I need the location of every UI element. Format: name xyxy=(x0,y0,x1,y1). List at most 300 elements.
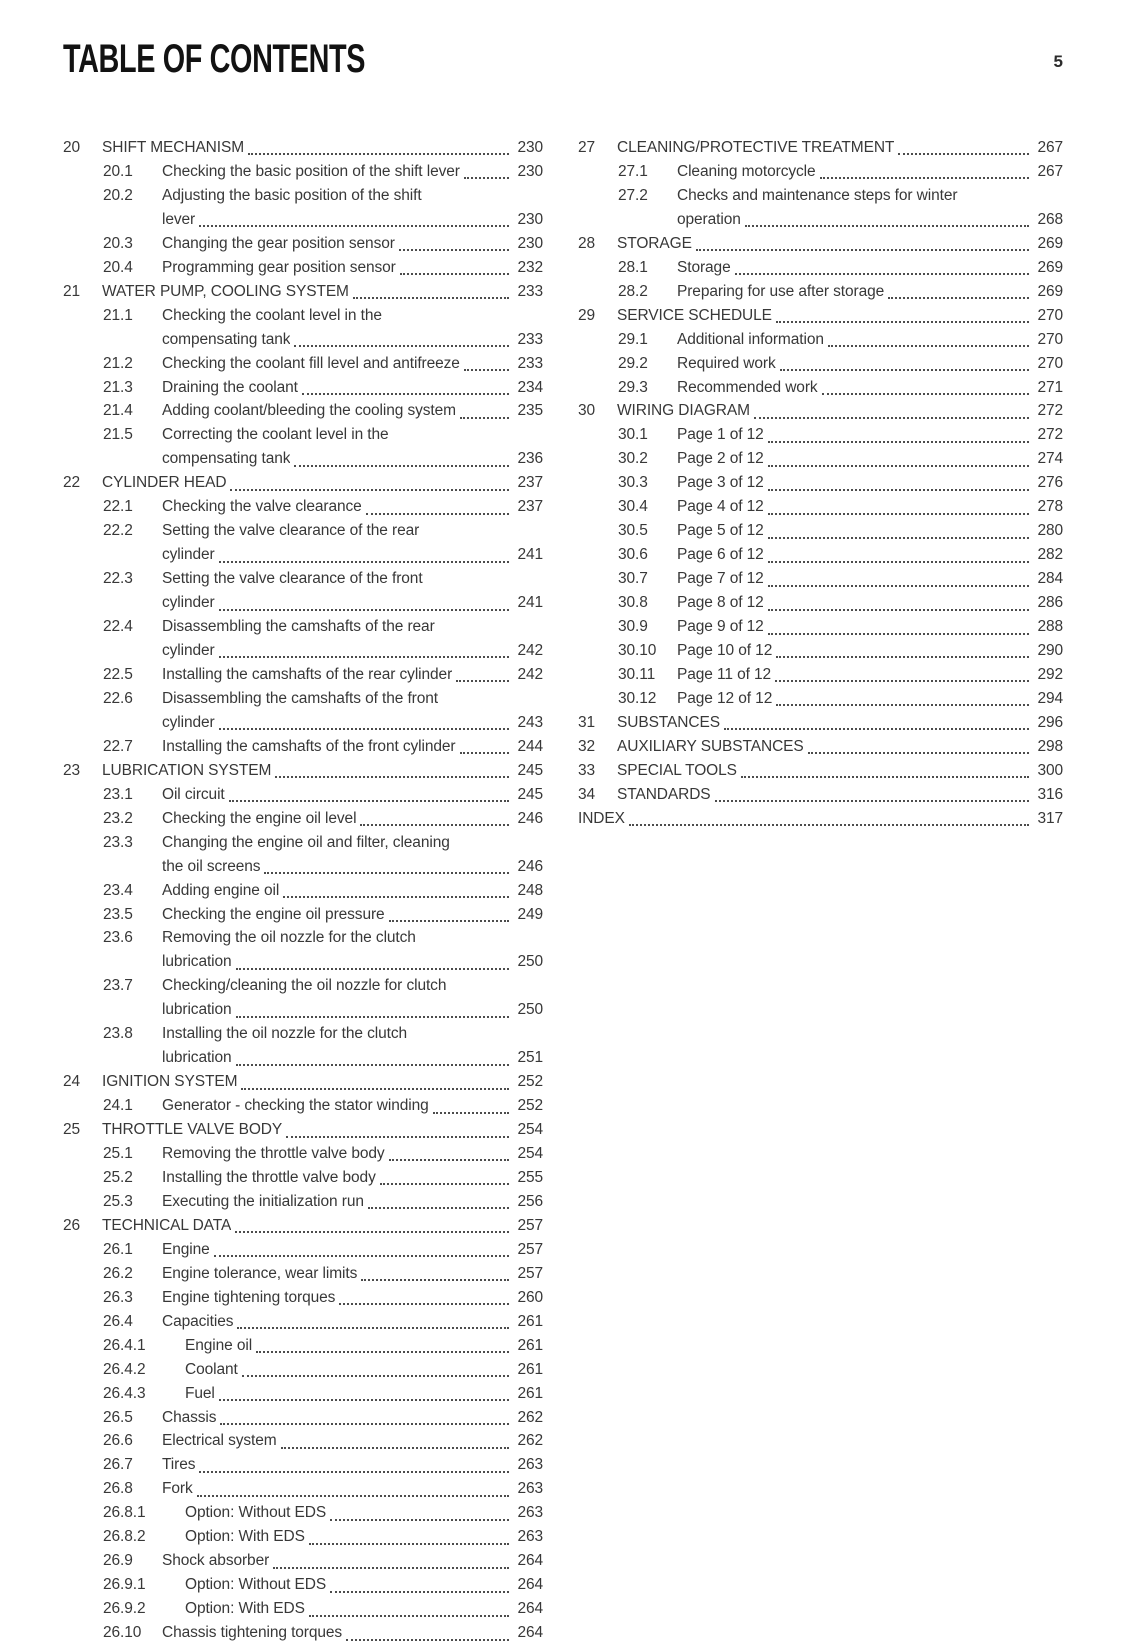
toc-entry-title: Page 7 of 12 xyxy=(677,570,764,588)
toc-entry-title: lever xyxy=(162,210,196,228)
dot-leader xyxy=(400,273,509,275)
toc-entry xyxy=(578,543,1063,567)
toc-entry-title: SPECIAL TOOLS xyxy=(617,761,737,779)
toc-entry-title: Installing the camshafts of the rear cylinder xyxy=(162,665,453,683)
dot-leader xyxy=(241,1088,509,1090)
toc-entry-lastline xyxy=(677,376,1063,400)
toc-entry-page: 274 xyxy=(1037,450,1063,468)
dot-leader xyxy=(366,513,509,515)
toc-entry-content xyxy=(617,759,1063,783)
toc-entry-content xyxy=(162,879,543,903)
toc-entry-lastline xyxy=(102,1214,543,1238)
toc-entry-lastline xyxy=(617,759,1063,783)
toc-entry-number: 30.4 xyxy=(618,498,648,516)
toc-entry-lastline xyxy=(677,423,1063,447)
toc-entry xyxy=(578,280,1063,304)
toc-entry-lastline xyxy=(617,735,1063,759)
toc-entry-lastline xyxy=(677,280,1063,304)
toc-entry-content xyxy=(677,567,1063,591)
toc-entry-page: 237 xyxy=(517,498,543,516)
toc-entry-number: 22.6 xyxy=(103,689,133,707)
toc-entry-content xyxy=(162,1477,543,1501)
toc-entry-lastline xyxy=(162,711,543,735)
toc-entry-page: 250 xyxy=(517,1001,543,1019)
toc-entry-title: Engine tolerance, wear limits xyxy=(162,1264,358,1282)
toc-entry-lastline xyxy=(185,1334,543,1358)
toc-entry-lastline xyxy=(162,639,543,663)
toc-entry-lastline xyxy=(677,328,1063,352)
toc-entry-number: 20 xyxy=(63,139,81,156)
toc-entry-content xyxy=(162,399,543,423)
toc-entry-title: Electrical system xyxy=(162,1432,277,1450)
toc-entry-title: Option: With EDS xyxy=(185,1528,305,1546)
toc-entry-content xyxy=(102,1070,543,1094)
dot-leader xyxy=(741,776,1029,778)
toc-entry-title: Recommended work xyxy=(677,378,818,396)
dot-leader xyxy=(768,609,1029,611)
dot-leader xyxy=(360,824,509,826)
toc-entry-lastline xyxy=(578,807,1063,831)
toc-entry-page: 241 xyxy=(517,594,543,612)
toc-entry-content xyxy=(162,352,543,376)
toc-entry-title: Executing the initialization run xyxy=(162,1192,364,1210)
toc-entry-content xyxy=(617,783,1063,807)
toc-entry-page: 270 xyxy=(1037,354,1063,372)
toc-entry-page: 261 xyxy=(517,1384,543,1402)
toc-entry-page: 252 xyxy=(517,1097,543,1115)
toc-entry-content xyxy=(677,423,1063,447)
dot-leader xyxy=(281,1447,509,1449)
toc-entry-page: 269 xyxy=(1037,234,1063,252)
page-title: TABLE OF CONTENTS xyxy=(63,37,366,81)
toc-entry xyxy=(578,352,1063,376)
toc-entry-lastline xyxy=(617,711,1063,735)
toc-entry-content xyxy=(102,471,543,495)
toc-entry-page: 242 xyxy=(517,642,543,660)
toc-entry-content xyxy=(677,471,1063,495)
toc-entry-number: 21.4 xyxy=(103,402,133,420)
toc-entry-page: 268 xyxy=(1037,210,1063,228)
toc-entry xyxy=(63,926,543,974)
toc-entry xyxy=(578,567,1063,591)
dot-leader xyxy=(248,153,509,155)
toc-entry-number: 27 xyxy=(578,139,596,156)
toc-entry xyxy=(63,567,543,615)
toc-entry-title: Page 4 of 12 xyxy=(677,498,764,516)
toc-entry-number: 30.5 xyxy=(618,522,648,540)
dot-leader xyxy=(339,1303,509,1305)
toc-entry xyxy=(578,639,1063,663)
toc-entry-title: Engine xyxy=(162,1240,210,1258)
toc-entry-number: 26.10 xyxy=(103,1624,142,1642)
dot-leader xyxy=(460,417,509,419)
toc-entry-number: 26.8.2 xyxy=(103,1528,146,1546)
toc-entry xyxy=(63,1406,543,1430)
toc-entry xyxy=(63,376,543,400)
toc-entry-content xyxy=(162,735,543,759)
toc-entry-content xyxy=(677,280,1063,304)
toc-entry-lastline xyxy=(677,447,1063,471)
toc-entry-title: Page 10 of 12 xyxy=(677,642,773,660)
toc-entry-content xyxy=(677,328,1063,352)
toc-entry xyxy=(578,471,1063,495)
toc-entry-page: 290 xyxy=(1037,642,1063,660)
toc-entry-number: 28 xyxy=(578,234,596,252)
toc-entry-content xyxy=(677,615,1063,639)
toc-entry-title: SERVICE SCHEDULE xyxy=(617,306,772,324)
toc-entry-lastline xyxy=(185,1525,543,1549)
dot-leader xyxy=(256,1351,509,1353)
toc-entry xyxy=(578,711,1063,735)
toc-entry-number: 26.3 xyxy=(103,1288,133,1306)
toc-entry-title: Fuel xyxy=(185,1384,215,1402)
toc-entry-title-line: Setting the valve clearance of the rear xyxy=(162,522,420,540)
toc-entry-number: 31 xyxy=(578,713,596,731)
dot-leader xyxy=(888,297,1029,299)
toc-entry-content xyxy=(162,1190,543,1214)
toc-entry-content xyxy=(677,256,1063,280)
toc-entry-number: 29.3 xyxy=(618,378,648,396)
toc-entry-content xyxy=(677,160,1063,184)
toc-entry-page: 288 xyxy=(1037,618,1063,636)
toc-entry xyxy=(63,1070,543,1094)
toc-entry-lastline xyxy=(677,495,1063,519)
toc-entry xyxy=(63,1573,543,1597)
toc-entry-lastline xyxy=(185,1573,543,1597)
toc-entry-content xyxy=(102,280,543,304)
toc-entry-page: 255 xyxy=(517,1168,543,1186)
toc-entry-title-line: Checks and maintenance steps for winter xyxy=(677,186,958,204)
toc-entry-title: cylinder xyxy=(162,642,215,660)
toc-entry-content xyxy=(185,1525,543,1549)
toc-entry-title: Storage xyxy=(677,258,731,276)
toc-entry-content xyxy=(162,1621,543,1645)
toc-entry xyxy=(63,1501,543,1525)
toc-entry-content xyxy=(185,1382,543,1406)
toc-entry xyxy=(63,783,543,807)
toc-entry xyxy=(578,328,1063,352)
dot-leader xyxy=(199,1471,509,1473)
toc-entry-lastline xyxy=(162,807,543,831)
toc-entry-title: WATER PUMP, COOLING SYSTEM xyxy=(102,282,349,300)
toc-entry-content xyxy=(162,1286,543,1310)
toc-entry-title-line: Correcting the coolant level in the xyxy=(162,426,389,444)
dot-leader xyxy=(346,1639,509,1641)
toc-entry-content xyxy=(185,1334,543,1358)
toc-entry xyxy=(578,591,1063,615)
toc-entry-number: 23.1 xyxy=(103,785,133,803)
toc-entry-lastline xyxy=(162,376,543,400)
toc-entry-content xyxy=(102,136,543,160)
toc-entry-content xyxy=(162,1453,543,1477)
toc-entry-number: 23.3 xyxy=(103,833,133,851)
toc-entry-number: 32 xyxy=(578,737,596,755)
toc-entry-number: 20.1 xyxy=(103,162,133,180)
toc-entry-number: 30.1 xyxy=(618,426,648,444)
toc-entry-page: 257 xyxy=(517,1216,543,1234)
toc-entry-title: lubrication xyxy=(162,1001,232,1019)
toc-entry xyxy=(63,1477,543,1501)
toc-entry-lastline xyxy=(677,543,1063,567)
toc-entry-number: 34 xyxy=(578,785,596,803)
toc-entry-number: 23.6 xyxy=(103,929,133,947)
dot-leader xyxy=(197,1495,509,1497)
toc-entry xyxy=(578,519,1063,543)
toc-entry-number: 26.4.1 xyxy=(103,1336,146,1354)
dot-leader xyxy=(768,561,1029,563)
toc-entry-lastline xyxy=(162,879,543,903)
toc-entry-page: 230 xyxy=(517,234,543,252)
toc-entry-number: 26 xyxy=(63,1216,81,1234)
toc-entry-content xyxy=(677,184,1063,232)
toc-entry-number: 23 xyxy=(63,761,81,779)
toc-entry-content xyxy=(185,1358,543,1382)
toc-entry-number: 26.9 xyxy=(103,1552,133,1570)
toc-entry-title: Programming gear position sensor xyxy=(162,258,396,276)
toc-entry-content xyxy=(102,1214,543,1238)
toc-entry-content xyxy=(677,591,1063,615)
toc-entry xyxy=(63,1286,543,1310)
toc-entry-page: 286 xyxy=(1037,594,1063,612)
dot-leader xyxy=(768,633,1029,635)
toc-entry-lastline xyxy=(102,136,543,160)
toc-entry-page: 237 xyxy=(517,474,543,492)
toc-entry-page: 257 xyxy=(517,1240,543,1258)
toc-entry-lastline xyxy=(677,256,1063,280)
toc-entry-lastline xyxy=(102,1118,543,1142)
toc-entry-title: Capacities xyxy=(162,1312,234,1330)
toc-entry-title-line: Checking/cleaning the oil nozzle for clutch xyxy=(162,977,447,995)
toc-entry-title: Removing the throttle valve body xyxy=(162,1145,385,1163)
toc-entry-content xyxy=(162,926,543,974)
toc-entry-number: 22.1 xyxy=(103,498,133,516)
toc-entry-content xyxy=(617,399,1063,423)
dot-leader xyxy=(433,1112,509,1114)
toc-entry-page: 263 xyxy=(517,1456,543,1474)
toc-entry xyxy=(63,903,543,927)
toc-entry-number: 22.5 xyxy=(103,665,133,683)
toc-entry-number: 27.1 xyxy=(618,162,648,180)
toc-entry-page: 233 xyxy=(517,354,543,372)
toc-entry-lastline xyxy=(162,1238,543,1262)
toc-entry-title: compensating tank xyxy=(162,330,291,348)
toc-entry-number: 26.1 xyxy=(103,1240,133,1258)
toc-entry-content xyxy=(185,1573,543,1597)
toc-entry-page: 264 xyxy=(517,1576,543,1594)
toc-entry-lastline xyxy=(617,232,1063,256)
toc-entry-number: 22.3 xyxy=(103,570,133,588)
dot-leader xyxy=(389,1159,509,1161)
toc-entry-page: 270 xyxy=(1037,306,1063,324)
toc-entry xyxy=(63,471,543,495)
toc-entry-number: 25.3 xyxy=(103,1192,133,1210)
toc-entry xyxy=(578,304,1063,328)
dot-leader xyxy=(219,656,509,658)
toc-entry-lastline xyxy=(677,160,1063,184)
toc-entry-lastline xyxy=(162,232,543,256)
dot-leader xyxy=(754,417,1029,419)
toc-entry xyxy=(578,447,1063,471)
toc-entry-number: 26.6 xyxy=(103,1432,133,1450)
toc-entry-page: 252 xyxy=(517,1073,543,1091)
toc-entry-lastline xyxy=(162,256,543,280)
toc-entry-content xyxy=(162,1094,543,1118)
toc-entry-content xyxy=(185,1597,543,1621)
toc-entry-page: 246 xyxy=(517,857,543,875)
toc-entry-content xyxy=(162,1310,543,1334)
dot-leader xyxy=(275,776,509,778)
dot-leader xyxy=(735,273,1029,275)
toc-entry-content xyxy=(162,1262,543,1286)
toc-entry-number: 29.1 xyxy=(618,330,648,348)
toc-entry-number: 20.2 xyxy=(103,186,133,204)
toc-entry-title: Generator - checking the stator winding xyxy=(162,1097,429,1115)
toc-entry xyxy=(63,663,543,687)
toc-entry-content xyxy=(162,1142,543,1166)
dot-leader xyxy=(768,465,1029,467)
toc-entry-lastline xyxy=(162,1046,543,1070)
dot-leader xyxy=(330,1519,509,1521)
dot-leader xyxy=(309,1543,509,1545)
toc-entry xyxy=(63,1597,543,1621)
toc-entry-number: 25.2 xyxy=(103,1168,133,1186)
toc-entry xyxy=(63,1549,543,1573)
toc-entry-lastline xyxy=(162,208,543,232)
toc-entry-title: Engine oil xyxy=(185,1336,253,1354)
dot-leader xyxy=(219,1399,509,1401)
toc-entry-content xyxy=(162,831,543,879)
dot-leader xyxy=(775,680,1029,682)
dot-leader xyxy=(361,1279,509,1281)
toc-entry xyxy=(578,615,1063,639)
toc-entry-number: 23.4 xyxy=(103,881,133,899)
toc-entry-number: 30 xyxy=(578,402,596,420)
toc-entry xyxy=(63,1166,543,1190)
toc-entry-lastline xyxy=(102,759,543,783)
dot-leader xyxy=(776,704,1029,706)
toc-entry-lastline xyxy=(677,208,1063,232)
toc-entry-number: 29.2 xyxy=(618,354,648,372)
dot-leader xyxy=(808,752,1029,754)
toc-entry xyxy=(63,1310,543,1334)
toc-entry-page: 269 xyxy=(1037,258,1063,276)
toc-entry-page: 264 xyxy=(517,1552,543,1570)
toc-entry-lastline xyxy=(677,519,1063,543)
toc-entry-lastline xyxy=(162,1406,543,1430)
dot-leader xyxy=(264,872,509,874)
toc-entry-page: 261 xyxy=(517,1360,543,1378)
toc-entry-page: 272 xyxy=(1037,402,1063,420)
toc-entry-page: 278 xyxy=(1037,498,1063,516)
toc-entry-title: Checking the coolant fill level and antifreeze xyxy=(162,354,460,372)
dot-leader xyxy=(283,896,509,898)
toc-entry-lastline xyxy=(677,591,1063,615)
toc-entry-lastline xyxy=(185,1382,543,1406)
toc-entry-number: 30.9 xyxy=(618,618,648,636)
dot-leader xyxy=(286,1136,509,1138)
toc-entry xyxy=(578,136,1063,160)
toc-entry xyxy=(63,519,543,567)
toc-entry-page: 241 xyxy=(517,546,543,564)
toc-entry xyxy=(63,304,543,352)
toc-entry-title: lubrication xyxy=(162,953,232,971)
dot-leader xyxy=(745,225,1029,227)
toc-entry-number: 23.8 xyxy=(103,1025,133,1043)
toc-entry xyxy=(578,735,1063,759)
dot-leader xyxy=(389,920,509,922)
toc-entry-lastline xyxy=(677,663,1063,687)
toc-entry-title: Chassis tightening torques xyxy=(162,1624,343,1642)
toc-entry-number: 23.2 xyxy=(103,809,133,827)
toc-left-column xyxy=(63,136,543,1645)
dot-leader xyxy=(768,513,1029,515)
toc-entry-title: Option: Without EDS xyxy=(185,1576,327,1594)
toc-entry-title: Shock absorber xyxy=(162,1552,270,1570)
toc-entry xyxy=(63,1214,543,1238)
dot-leader xyxy=(214,1255,509,1257)
toc-entry-title: Page 8 of 12 xyxy=(677,594,764,612)
toc-entry-title-line: Adjusting the basic position of the shift xyxy=(162,186,422,204)
toc-entry-lastline xyxy=(162,328,543,352)
toc-entry-content xyxy=(677,639,1063,663)
toc-entry-content xyxy=(617,735,1063,759)
toc-entry-page: 267 xyxy=(1037,162,1063,180)
toc-entry-lastline xyxy=(162,1310,543,1334)
toc-entry-lastline xyxy=(162,160,543,184)
toc-entry-page: 296 xyxy=(1037,713,1063,731)
toc-entry-content xyxy=(185,1501,543,1525)
toc-entry xyxy=(63,1094,543,1118)
toc-entry-lastline xyxy=(102,280,543,304)
toc-entry-lastline xyxy=(162,735,543,759)
toc-entry-title: the oil screens xyxy=(162,857,261,875)
toc-entry-content xyxy=(162,376,543,400)
toc-entry-title: SUBSTANCES xyxy=(617,713,720,731)
toc-entry xyxy=(63,1621,543,1645)
toc-entry xyxy=(578,687,1063,711)
toc-entry-number: 30.2 xyxy=(618,450,648,468)
toc-entry-number: 30.10 xyxy=(618,642,657,660)
toc-entry xyxy=(63,1429,543,1453)
toc-entry-lastline xyxy=(185,1597,543,1621)
toc-entry xyxy=(63,136,543,160)
toc-entry-page: 269 xyxy=(1037,282,1063,300)
dot-leader xyxy=(219,609,509,611)
toc-entry-content xyxy=(162,519,543,567)
toc-entry xyxy=(63,879,543,903)
toc-entry-number: 20.4 xyxy=(103,258,133,276)
toc-entry xyxy=(63,615,543,663)
toc-entry xyxy=(63,1190,543,1214)
toc-entry-lastline xyxy=(162,1190,543,1214)
toc-entry xyxy=(578,184,1063,232)
dot-leader xyxy=(464,369,509,371)
dot-leader xyxy=(235,1231,509,1233)
toc-entry xyxy=(63,352,543,376)
toc-entry xyxy=(63,735,543,759)
toc-columns xyxy=(63,136,1063,1645)
toc-entry-page: 236 xyxy=(517,450,543,468)
toc-entry-number: 26.8.1 xyxy=(103,1504,146,1522)
toc-entry xyxy=(578,232,1063,256)
toc-entry-title: TECHNICAL DATA xyxy=(102,1216,232,1234)
toc-entry xyxy=(63,1358,543,1382)
toc-entry-title: STANDARDS xyxy=(617,785,711,803)
dot-leader xyxy=(629,824,1029,826)
dot-leader xyxy=(220,1423,509,1425)
toc-entry-lastline xyxy=(617,783,1063,807)
toc-entry-title: Checking the engine oil level xyxy=(162,809,357,827)
